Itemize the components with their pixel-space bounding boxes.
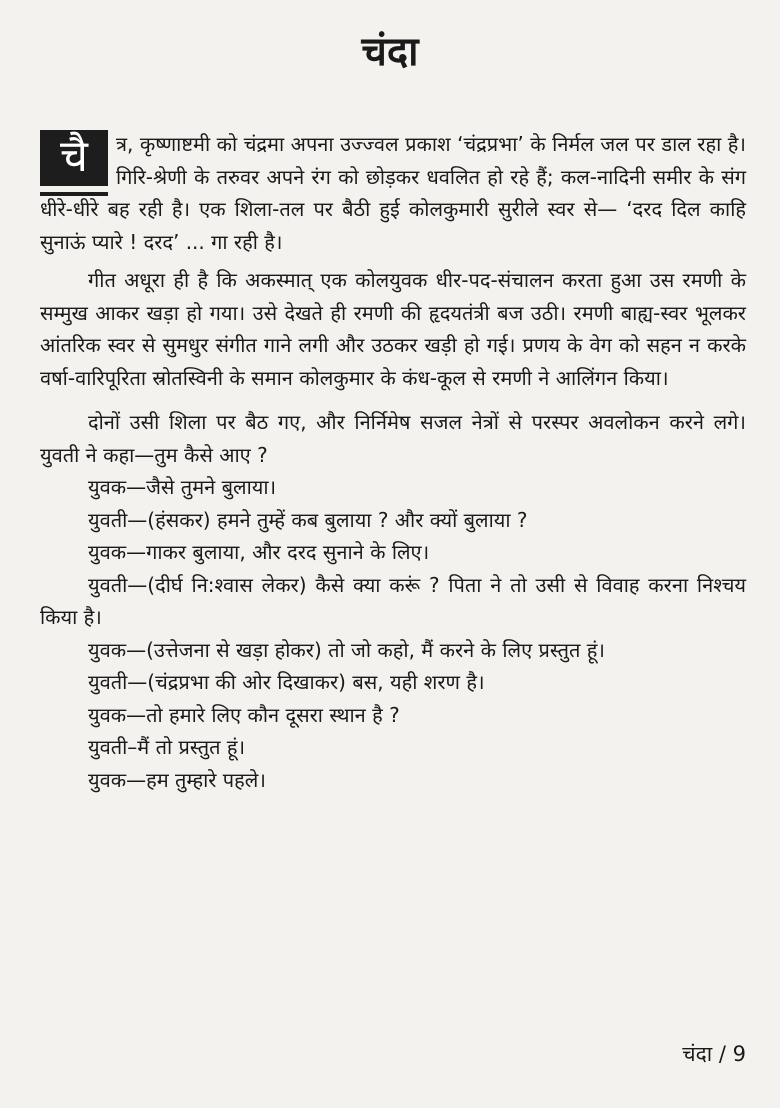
dialogue-line: युवती—(हंसकर) हमने तुम्हें कब बुलाया ? और क्यों बुलाया ? — [88, 507, 528, 532]
dialogue-line: युवक—जैसे तुमने बुलाया। — [88, 475, 277, 499]
dialogue-line: युवक—(उत्तेजना से खड़ा होकर) तो जो कहो, मैं करने के लिए प्रस्तुत हूं। — [88, 637, 606, 662]
dialogue-line: युवक—तो हमारे लिए कौन दूसरा स्थान है ? — [88, 702, 400, 727]
page-title: चंदा — [361, 29, 419, 75]
paragraph-1 — [40, 128, 746, 258]
dialogue-line: युवक—हम तुम्हारे पहले। — [88, 767, 266, 792]
paragraph-3: दोनों उसी शिला पर बैठ गए, और निर्निमेष सजल नेत्रों से परस्पर अवलोकन करने लगे। युवती ने कहा—तुम कैसे आए ? — [40, 410, 746, 467]
dialogue-line: युवती—(दीर्घ नि:श्वास लेकर) कैसे क्या करूं ? पिता ने तो उसी से विवाह करना निश्चय किया है। — [40, 572, 746, 629]
dialogue-line: युवक—गाकर बुलाया, और दरद सुनाने के लिए। — [88, 540, 430, 564]
story-body — [40, 128, 746, 796]
dialogue-line: युवती–मैं तो प्रस्तुत हूं। — [88, 735, 246, 759]
paragraph-1-text: त्र, कृष्णाष्टमी को चंद्रमा अपना उज्ज्वल प्रकाश ‘चंद्रप्रभा’ के निर्मल जल पर डाल रहा है। गिरि-श्रेणी के तरुवर अपने रंग को छोड़कर धवलित हो रहे हैं; कल-नादिनी समीर के संग धीरे-धीरे बह रही है। एक शिला-तल पर बैठी हुई कोलकुमारी सुरीले स्वर से— ‘दरद दिल काहि सुनाऊं प्यारे ! दरद’ ... गा रही है। — [40, 132, 746, 254]
paragraph-2: गीत अधूरा ही है कि अकस्मात् एक कोलयुवक धीर-पद-संचालन करता हुआ उस रमणी के सम्मुख आकर खड़ा हो गया। उसे देखते ही रमणी की हृदयतंत्री बज उठी। रमणी बाह्य-स्वर भूलकर आंतरिक स्वर से सुमधुर संगीत गाने लगी और उठकर खड़ी हो गई। प्रणय के वेग को सहन न करके वर्षा-वारिपूरिता स्रोतस्विनी के समान कोलकुमार के कंध-कूल से रमणी ने आलिंगन किया। — [40, 268, 746, 390]
drop-cap: चै — [40, 130, 108, 192]
dialogue-line: युवती—(चंद्रप्रभा की ओर दिखाकर) बस, यही शरण है। — [88, 670, 485, 694]
page-footer: चंदा / 9 — [682, 1042, 746, 1066]
